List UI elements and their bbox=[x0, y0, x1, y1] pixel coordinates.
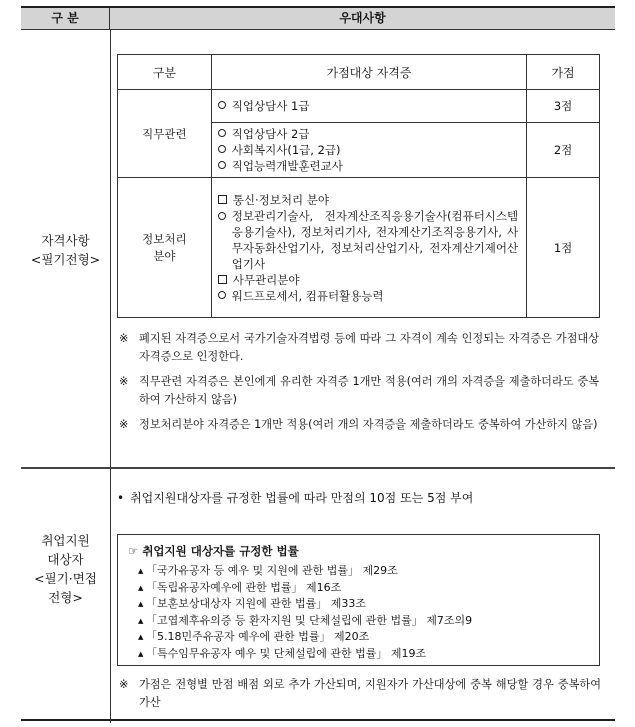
triangle-bullet-icon: ▲ bbox=[138, 583, 144, 592]
employment-label-line1: 취업지원 bbox=[41, 533, 90, 548]
triangle-bullet-icon: ▲ bbox=[138, 567, 144, 575]
cert-points-3: 3점 bbox=[527, 90, 600, 123]
cert-it-row bbox=[211, 178, 526, 318]
radio-bullet-icon bbox=[218, 145, 226, 153]
cert-points-1: 1점 bbox=[527, 178, 600, 318]
cert-item-text: 직업상담사 2급 bbox=[231, 127, 310, 141]
laws-box bbox=[117, 534, 600, 666]
qualification-label-line1: 자격사항 bbox=[41, 233, 90, 248]
law-item bbox=[138, 629, 599, 646]
cert-job-row2 bbox=[211, 123, 526, 178]
law-item bbox=[138, 646, 599, 663]
cert-it-group1-text: 정보관리기술사, 전자계산조직응용기술사(컴퓨터시스템응용기술사), 정보처리기사, 전자계산기조직응용기사, 사무자동화산업기사, 정보처리산업기사, 전자계산기제어산업기사 bbox=[231, 208, 519, 271]
bullet-dot-icon: • bbox=[117, 491, 125, 505]
employment-bullet-text: 취업지원대상자를 규정한 법률에 따라 만점의 10점 또는 5점 부여 bbox=[130, 491, 474, 505]
note-mark: ※ bbox=[119, 678, 129, 691]
radio-bullet-icon bbox=[218, 291, 226, 299]
note-job-certs bbox=[119, 373, 599, 409]
law-item bbox=[138, 613, 599, 630]
triangle-bullet-icon: ▲ bbox=[138, 600, 144, 608]
note-text: 정보처리분야 자격증은 1개만 적용(여러 개의 자격증을 제출하더라도 중복하여 가산하지 않음) bbox=[139, 418, 598, 431]
cert-category-it bbox=[118, 178, 212, 318]
cert-header-points: 가점 bbox=[527, 55, 600, 90]
cert-category-it-line2: 분야 bbox=[153, 248, 176, 263]
header-category: 구 분 bbox=[21, 8, 110, 30]
cert-it-group2-text: 워드프로세서, 컴퓨터활용능력 bbox=[231, 288, 384, 303]
triangle-bullet-icon: ▲ bbox=[138, 633, 144, 641]
note-mark: ※ bbox=[119, 332, 129, 345]
qualification-label-line2: <필기전형> bbox=[30, 252, 101, 267]
cert-item-text: 사회복지사(1급, 2급) bbox=[231, 143, 341, 157]
cert-points-2: 2점 bbox=[527, 123, 600, 178]
cert-it-group2-title: 사무관리분야 bbox=[232, 272, 300, 287]
cert-it-group1-title: 통신·정보처리 분야 bbox=[232, 192, 329, 207]
law-text: 「국가유공자 등 예우 및 지원에 관한 법률」 제29조 bbox=[146, 564, 398, 577]
law-item bbox=[138, 580, 599, 597]
employment-note bbox=[119, 676, 601, 712]
header-preferences: 우대사항 bbox=[110, 8, 615, 30]
triangle-bullet-icon: ▲ bbox=[138, 616, 144, 625]
law-item bbox=[138, 563, 599, 580]
checkbox-square-icon bbox=[218, 275, 227, 284]
cert-item-text: 직업상담사 1급 bbox=[231, 99, 310, 113]
cert-category-it-line1: 정보처리 bbox=[142, 231, 187, 246]
note-mark: ※ bbox=[119, 375, 129, 388]
radio-bullet-icon bbox=[218, 212, 226, 220]
note-it-certs bbox=[119, 416, 599, 434]
qualification-label bbox=[21, 231, 110, 269]
radio-bullet-icon bbox=[218, 161, 226, 169]
cert-header-qualifications: 가점대상 자격증 bbox=[211, 55, 526, 90]
law-text: 「특수임무유공자 예우 및 단체설립에 관한 법률」 제19조 bbox=[146, 646, 427, 660]
checkbox-square-icon bbox=[218, 195, 227, 204]
laws-title: ☞ 취업지원 대상자를 규정한 법률 bbox=[128, 544, 299, 558]
cert-header-category: 구분 bbox=[118, 55, 212, 90]
employment-bullet bbox=[117, 489, 473, 506]
certificate-table bbox=[117, 54, 600, 318]
radio-bullet-icon bbox=[218, 101, 226, 109]
law-item bbox=[138, 596, 599, 613]
note-mark: ※ bbox=[119, 418, 129, 431]
employment-label-line4: 전형> bbox=[48, 590, 83, 605]
radio-bullet-icon bbox=[218, 129, 226, 137]
law-text: 「보훈보상대상자 지원에 관한 법률」 제33조 bbox=[146, 597, 366, 610]
law-text: 「독립유공자예우에 관한 법률」 제16조 bbox=[146, 580, 342, 594]
column-divider bbox=[110, 30, 111, 723]
cert-category-job: 직무관련 bbox=[118, 90, 212, 178]
section-divider bbox=[21, 467, 615, 470]
employment-label-line2: 대상자 bbox=[47, 552, 84, 567]
employment-label-line3: <필기·면접 bbox=[34, 571, 97, 586]
note-text: 폐지된 자격증으로서 국가기술자격법령 등에 따라 그 자격이 계속 인정되는 자격증은 가점대상 자격증으로 인정한다. bbox=[139, 332, 599, 363]
employment-support-label bbox=[21, 531, 110, 607]
law-text: 「5.18민주유공자 예우에 관한 법률」 제20조 bbox=[146, 630, 370, 643]
note-text: 직무관련 자격증은 본인에게 유리한 자격증 1개만 적용(여러 개의 자격증을 제출하더라도 중복하여 가산하지 않음) bbox=[139, 375, 599, 406]
note-abolished-certs bbox=[119, 330, 599, 366]
note-text: 가점은 전형별 만점 배점 외로 추가 가산되며, 지원자가 가산대상에 중복 해당할 경우 중복하여 가산 bbox=[139, 678, 601, 709]
triangle-bullet-icon: ▲ bbox=[138, 649, 144, 658]
cert-job-row1 bbox=[211, 90, 526, 123]
cert-item-text: 직업능력개발훈련교사 bbox=[231, 159, 343, 173]
law-text: 「고엽제후유의증 등 환자지원 및 단체설립에 관한 법률」 제7조의9 bbox=[146, 613, 473, 627]
